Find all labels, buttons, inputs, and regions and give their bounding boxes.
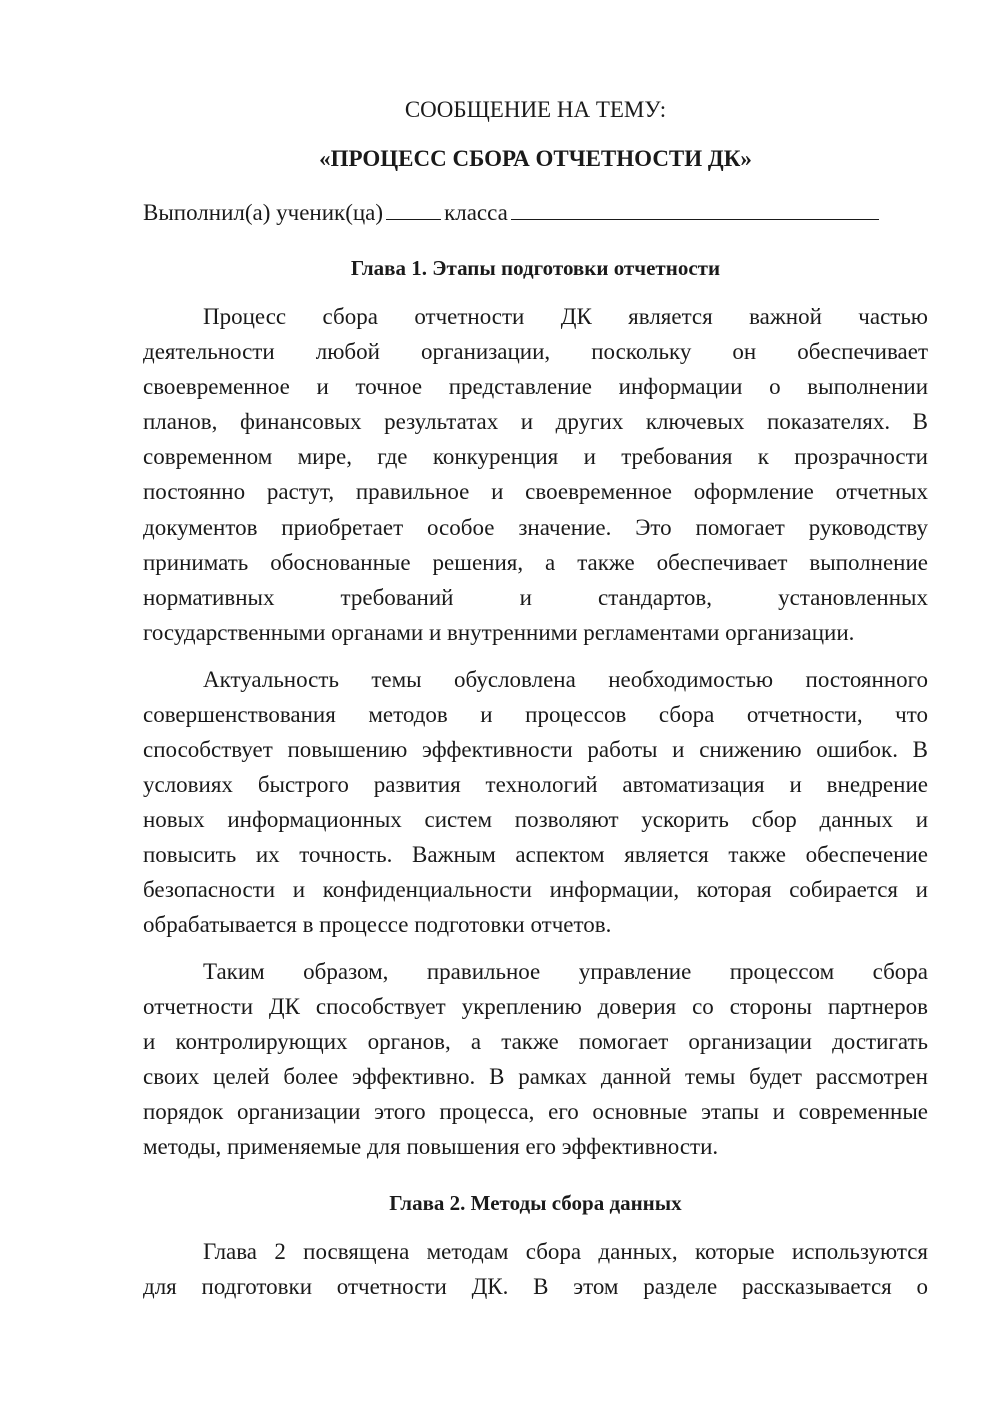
author-prefix: Выполнил(а) ученик(ца)	[143, 200, 384, 225]
paragraph-line: повысить их точность. Важным аспектом является также обеспечение	[143, 842, 928, 867]
paragraph-line: методы, применяемые для повышения его эффективности.	[143, 1134, 719, 1159]
paragraph-line: условиях быстрого развития технологий автоматизация и внедрение	[143, 772, 928, 797]
paragraph-line: безопасности и конфиденциальности информации, которая собирается и	[143, 877, 928, 902]
paragraph-line: Таким образом, правильное управление процессом сбора	[203, 959, 928, 984]
paragraph-line: обрабатывается в процессе подготовки отчетов.	[143, 912, 612, 937]
paragraph-line: своих целей более эффективно. В рамках данной темы будет рассмотрен	[143, 1064, 928, 1089]
paragraph-line: постоянно растут, правильное и своевременное оформление отчетных	[143, 479, 928, 504]
paragraph-line: отчетности ДК способствует укреплению доверия со стороны партнеров	[143, 994, 928, 1019]
author-class-label: класса	[444, 200, 508, 225]
paragraph-line: принимать обоснованные решения, а также обеспечивает выполнение	[143, 550, 928, 575]
paragraph-line: Актуальность темы обусловлена необходимостью постоянного	[203, 667, 928, 692]
paragraph-line: порядок организации этого процесса, его основные этапы и современные	[143, 1099, 928, 1124]
paragraph-line: способствует повышению эффективности работы и снижению ошибок. В	[143, 737, 928, 762]
paragraph-line: новых информационных систем позволяют ускорить сбор данных и	[143, 807, 928, 832]
paragraph-line: Процесс сбора отчетности ДК является важной частью	[203, 304, 928, 329]
document-title-line1: СООБЩЕНИЕ НА ТЕМУ:	[404, 97, 667, 122]
paragraph-line: документов приобретает особое значение. Это помогает руководству	[143, 515, 928, 540]
paragraph-line: государственными органами и внутренними регламентами организации.	[143, 620, 855, 645]
paragraph-line: и контролирующих органов, а также помогает организации достигать	[143, 1029, 928, 1054]
paragraph-line: для подготовки отчетности ДК. В этом разделе рассказывается о	[143, 1274, 928, 1299]
chapter-2-heading: Глава 2. Методы сбора данных	[389, 1191, 682, 1215]
paragraph-line: Глава 2 посвящена методам сбора данных, которые используются	[203, 1239, 928, 1264]
paragraph-line: совершенствования методов и процессов сбора отчетности, что	[143, 702, 928, 727]
paragraph-line: своевременное и точное представление информации о выполнении	[143, 374, 928, 399]
paragraph-line: планов, финансовых результатах и других ключевых показателях. В	[143, 409, 928, 434]
author-line	[143, 199, 928, 227]
chapter-1-heading: Глава 1. Этапы подготовки отчетности	[350, 256, 721, 280]
paragraph-line: нормативных требований и стандартов, установленных	[143, 585, 928, 610]
paragraph-line: деятельности любой организации, поскольку он обеспечивает	[143, 339, 928, 364]
paragraph-line: современном мире, где конкуренция и требования к прозрачности	[143, 444, 928, 469]
class-number-blank	[386, 201, 441, 220]
document-title-line2: «ПРОЦЕСС СБОРА ОТЧЕТНОСТИ ДК»	[319, 146, 752, 171]
student-name-blank	[511, 201, 879, 220]
